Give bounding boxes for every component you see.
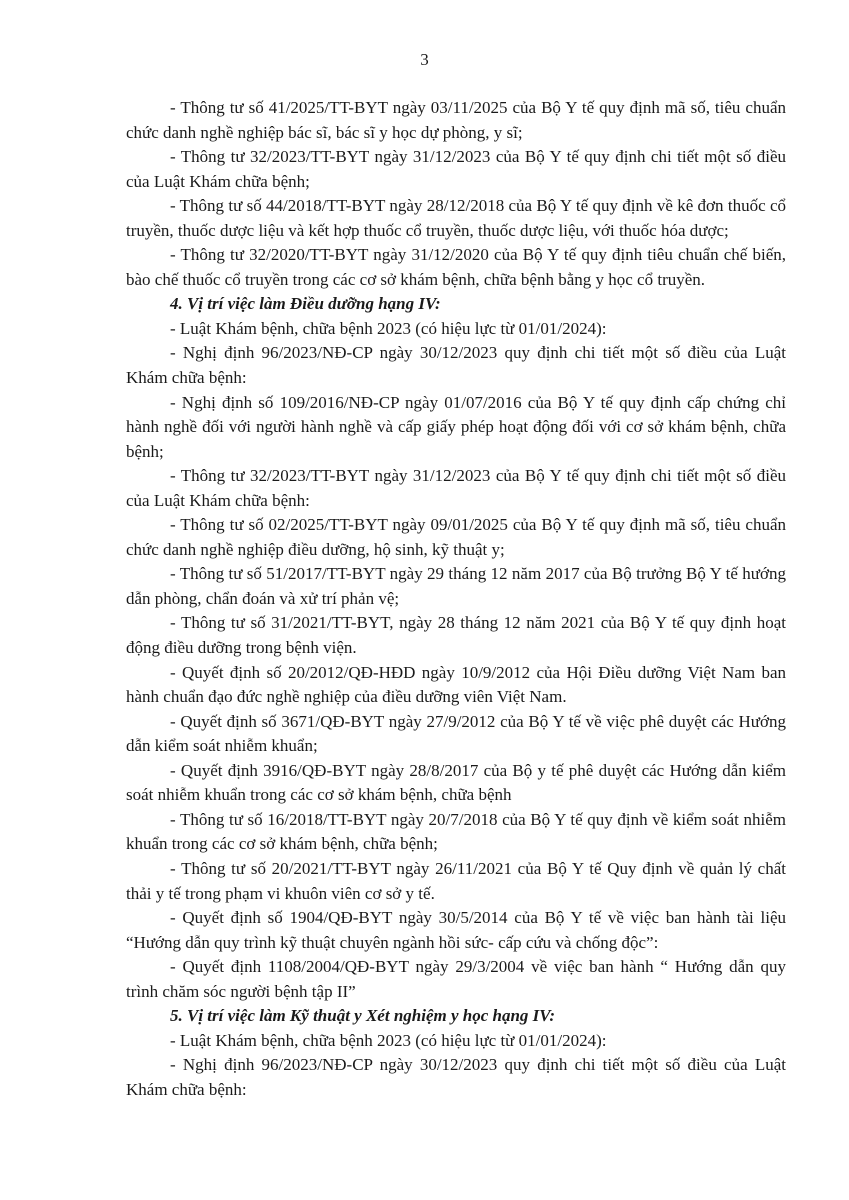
paragraph: - Thông tư số 44/2018/TT-BYT ngày 28/12/2018 của Bộ Y tế quy định về kê đơn thuốc cổ truyền, thuốc dược liệu và kết hợp thuốc cổ truyền, thuốc dược liệu, với thuốc hóa dược; [126,196,786,240]
paragraph: - Thông tư 32/2020/TT-BYT ngày 31/12/2020 của Bộ Y tế quy định tiêu chuẩn chế biến, bào chế thuốc cổ truyền trong các cơ sở khám bệnh, chữa bệnh bằng y học cổ truyền. [126,245,786,289]
paragraph: - Thông tư số 51/2017/TT-BYT ngày 29 tháng 12 năm 2017 của Bộ trưởng Bộ Y tế hướng dẫn phòng, chẩn đoán và xử trí phản vệ; [126,564,786,608]
paragraph: - Thông tư số 41/2025/TT-BYT ngày 03/11/2025 của Bộ Y tế quy định mã số, tiêu chuẩn chức danh nghề nghiệp bác sĩ, bác sĩ y học dự phòng, y sĩ; [126,98,786,142]
paragraph: - Thông tư số 31/2021/TT-BYT, ngày 28 tháng 12 năm 2021 của Bộ Y tế quy định hoạt động điều dưỡng trong bệnh viện. [126,613,786,658]
paragraph: - Quyết định số 1904/QĐ-BYT ngày 30/5/2014 của Bộ Y tế về việc ban hành tài liệu “Hướng dẫn quy trình kỹ thuật chuyên ngành hồi sức- cấp cứu và chống độc”: [126,908,786,952]
paragraph: - Nghị định 96/2023/NĐ-CP ngày 30/12/2023 quy định chi tiết một số điều của Luật Khám chữa bệnh: [126,343,786,388]
paragraph: - Quyết định 3916/QĐ-BYT ngày 28/8/2017 của Bộ y tế phê duyệt các Hướng dẫn kiểm soát nhiễm khuẩn trong các cơ sở khám bệnh, chữa bệnh [126,760,786,805]
section-heading: 5. Vị trí việc làm Kỹ thuật y Xét nghiệm y học hạng IV: [170,1006,556,1026]
paragraph: - Thông tư 32/2023/TT-BYT ngày 31/12/2023 của Bộ Y tế quy định chi tiết một số điều của Luật Khám chữa bệnh: [126,466,786,510]
paragraph: - Thông tư số 20/2021/TT-BYT ngày 26/11/2021 của Bộ Y tế Quy định về quản lý chất thải y tế trong phạm vi khuôn viên cơ sở y tế. [126,858,786,903]
paragraph: - Nghị định số 109/2016/NĐ-CP ngày 01/07/2016 của Bộ Y tế quy định cấp chứng chỉ hành nghề đối với người hành nghề và cấp giấy phép hoạt động đối với cơ sở khám bệnh, chữa bệnh; [126,392,786,461]
paragraph: - Quyết định 1108/2004/QĐ-BYT ngày 29/3/2004 về việc ban hành “ Hướng dẫn quy trình chăm sóc người bệnh tập II” [126,957,786,1001]
paragraph: - Luật Khám bệnh, chữa bệnh 2023 (có hiệu lực từ 01/01/2024): [170,1030,607,1050]
paragraph: - Luật Khám bệnh, chữa bệnh 2023 (có hiệu lực từ 01/01/2024): [170,318,607,338]
page-number: 3 [420,50,429,69]
paragraph: - Thông tư số 16/2018/TT-BYT ngày 20/7/2018 của Bộ Y tế quy định về kiểm soát nhiễm khuẩn trong các cơ sở khám bệnh, chữa bệnh; [126,809,786,854]
paragraph: - Thông tư 32/2023/TT-BYT ngày 31/12/2023 của Bộ Y tế quy định chi tiết một số điều của Luật Khám chữa bệnh; [126,147,786,191]
section-heading: 4. Vị trí việc làm Điều dưỡng hạng IV: [170,294,441,314]
paragraph: - Quyết định số 3671/QĐ-BYT ngày 27/9/2012 của Bộ Y tế về việc phê duyệt các Hướng dẫn kiểm soát nhiễm khuẩn; [126,711,786,756]
paragraph: - Quyết định số 20/2012/QĐ-HĐD ngày 10/9/2012 của Hội Điều dưỡng Việt Nam ban hành chuẩn đạo đức nghề nghiệp của điều dưỡng viên Việt Nam. [126,662,786,707]
paragraph: - Thông tư số 02/2025/TT-BYT ngày 09/01/2025 của Bộ Y tế quy định mã số, tiêu chuẩn chức danh nghề nghiệp điều dưỡng, hộ sinh, kỹ thuật y; [126,515,786,559]
paragraph: - Nghị định 96/2023/NĐ-CP ngày 30/12/2023 quy định chi tiết một số điều của Luật Khám chữa bệnh: [126,1055,786,1099]
document-body [126,96,786,1102]
